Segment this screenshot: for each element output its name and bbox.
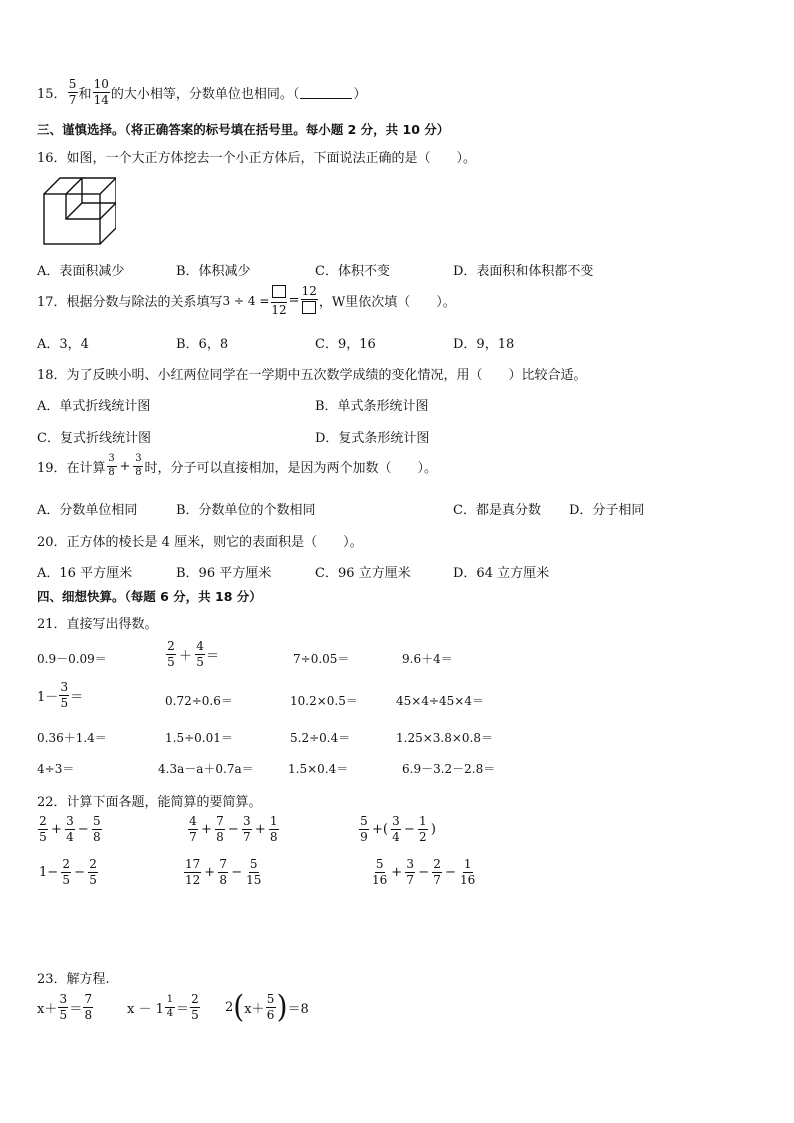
- operator: +(: [372, 821, 388, 837]
- right-paren: ): [276, 988, 288, 1025]
- fraction: $\frac{4}{5}$: [196, 639, 204, 669]
- calc-item: 0.9－0.09＝: [37, 652, 107, 666]
- cube-figure: [40, 174, 116, 250]
- question-16: 16．如图，一个大正方体挖去一个小正方体后，下面说法正确的是（ ）。: [37, 151, 477, 166]
- operator: −: [77, 821, 89, 837]
- question-22: 22．计算下面各题，能简算的要简算。: [37, 795, 262, 810]
- q17-option-c[interactable]: C．9，16: [315, 337, 376, 352]
- fraction: $\frac{5}{9}$: [360, 814, 368, 844]
- operator: −: [74, 864, 86, 880]
- fraction: $\frac{10}{14}$: [93, 77, 109, 107]
- box-blank-icon: [272, 285, 286, 298]
- fraction: $\frac{4}{7}$: [189, 814, 197, 844]
- fraction: $\frac{3}{8}$: [108, 453, 115, 478]
- fraction: $\frac{5}{6}$: [266, 992, 275, 1022]
- eq-text: 2: [225, 999, 234, 1015]
- operator: +: [391, 864, 403, 880]
- answer-blank[interactable]: [300, 86, 352, 99]
- q19-text: 19．在计算: [37, 460, 106, 476]
- q17-expression: 3 ÷ 4 =: [222, 293, 270, 308]
- calc-item: 10.2×0.5＝: [290, 694, 358, 708]
- fraction: $\frac{5}{15}$: [246, 857, 262, 887]
- fraction: $\frac{3}{5}$: [60, 680, 69, 710]
- q17-text: 17．根据分数与除法的关系填写: [37, 295, 223, 311]
- q17-option-b[interactable]: B．6，8: [176, 337, 229, 352]
- q15-close: ）: [353, 86, 367, 102]
- calc-item: [165, 640, 219, 668]
- fraction: $\frac{1}{8}$: [269, 814, 278, 844]
- calc-item: 0.36＋1.4＝: [37, 731, 107, 745]
- box-blank-icon: [302, 301, 316, 314]
- question-15: [37, 78, 366, 106]
- fraction: $\frac{3}{4}$: [66, 814, 74, 844]
- q16-option-b[interactable]: B．体积减少: [176, 264, 251, 279]
- q19-option-c[interactable]: C．都是真分数: [453, 503, 541, 518]
- expression-4: [37, 858, 99, 886]
- operator: +: [201, 821, 212, 837]
- operator: +: [204, 864, 216, 880]
- question-21: 21．直接写出得数。: [37, 617, 158, 632]
- q16-option-c[interactable]: C．体积不变: [315, 264, 390, 279]
- operator: −: [231, 864, 243, 880]
- equals-sign: ＝: [206, 648, 220, 664]
- fraction: $\frac{2}{5}$: [62, 857, 70, 887]
- fraction: $\frac{7}{8}$: [216, 814, 224, 844]
- fraction: $\frac{3}{4}$: [392, 814, 400, 844]
- operator: −: [227, 821, 239, 837]
- q16-option-a[interactable]: A．表面积减少: [37, 264, 125, 279]
- fraction: $\frac{5}{8}$: [92, 814, 101, 844]
- fraction: $\frac{1}{16}$: [460, 857, 476, 887]
- equation-3: [225, 988, 309, 1025]
- eq-text: x － 1: [127, 1001, 164, 1017]
- calc-item: 4.3a－a＋0.7a＝: [158, 762, 254, 776]
- question-18: 18．为了反映小明、小红两位同学在一学期中五次数学成绩的变化情况，用（ ）比较合适。: [37, 368, 587, 383]
- q20-option-a[interactable]: A．16 平方厘米: [37, 566, 133, 581]
- q15-text: 和: [78, 86, 92, 102]
- fraction: $\frac{2}{5}$: [191, 992, 199, 1022]
- fraction: $\frac{3}{7}$: [242, 814, 251, 844]
- fraction: $\frac{5}{16}$: [372, 857, 388, 887]
- q16-option-d[interactable]: D．表面积和体积都不变: [453, 264, 594, 279]
- operator: +: [254, 821, 266, 837]
- q19-option-b[interactable]: B．分数单位的个数相同: [176, 503, 316, 518]
- equals-sign: ＝: [70, 689, 84, 705]
- calc-item: 0.72÷0.6＝: [165, 694, 233, 708]
- question-23: 23．解方程.: [37, 972, 110, 987]
- calc-item: 45×4÷45×4＝: [396, 694, 484, 708]
- operator: −: [403, 821, 415, 837]
- q20-option-c[interactable]: C．96 立方厘米: [315, 566, 411, 581]
- question-17: [37, 285, 456, 316]
- q18-option-a[interactable]: A．单式折线统计图: [37, 399, 151, 414]
- q19-option-a[interactable]: A．分数单位相同: [37, 503, 138, 518]
- calc-item: 9.6＋4＝: [402, 652, 453, 666]
- question-20: 20．正方体的棱长是 4 厘米，则它的表面积是（ ）。: [37, 535, 363, 550]
- expression-5: [183, 858, 263, 886]
- equals-sign: =: [288, 293, 300, 309]
- operator: −: [418, 864, 430, 880]
- expression-1: [37, 815, 103, 843]
- q18-option-c[interactable]: C．复式折线统计图: [37, 431, 151, 446]
- fraction: $\frac{7}{8}$: [84, 992, 93, 1022]
- left-paren: (: [233, 988, 245, 1025]
- question-19: [37, 454, 437, 478]
- equation-2: [127, 993, 201, 1021]
- fraction: $\frac{2}{7}$: [433, 857, 441, 887]
- equals-sign: ＝: [69, 1001, 83, 1017]
- fraction: 12: [301, 285, 318, 316]
- fraction: $\frac{7}{8}$: [219, 857, 227, 887]
- calc-item: 5.2÷0.4＝: [290, 731, 351, 745]
- q17-text: ，W里依次填（ ）。: [318, 295, 456, 311]
- expression-2: [187, 815, 280, 843]
- fraction: $\frac{3}{8}$: [135, 453, 142, 478]
- calc-text: 1－: [37, 689, 59, 705]
- q18-option-d[interactable]: D．复式条形统计图: [315, 431, 430, 446]
- section-3-heading: 三、谨慎选择。（将正确答案的标号填在括号里。每小题 2 分，共 10 分）: [37, 122, 450, 137]
- fraction: 12: [270, 285, 287, 316]
- fraction: $\frac{3}{5}$: [59, 992, 68, 1022]
- q17-option-a[interactable]: A．3，4: [37, 337, 89, 352]
- calc-item: 7÷0.05＝: [293, 652, 350, 666]
- plus-sign: ＋: [179, 648, 193, 664]
- calc-item: 1.25×3.8×0.8＝: [396, 731, 493, 745]
- eq-text: x＋: [244, 1001, 265, 1017]
- operator: 1−: [39, 864, 59, 880]
- calc-item: 1.5×0.4＝: [288, 762, 349, 776]
- expression-3: [358, 815, 438, 843]
- q19-text: 时，分子可以直接相加，是因为两个加数（ ）。: [144, 460, 437, 476]
- q15-text: 的大小相等，分数单位也相同。（: [110, 86, 300, 102]
- calc-item: 4÷3＝: [37, 762, 75, 776]
- plus-sign: +: [119, 458, 131, 474]
- q15-number: 15．: [37, 86, 67, 102]
- operator: ): [430, 821, 436, 837]
- calc-item: 1.5÷0.01＝: [165, 731, 233, 745]
- eq-text: x＋: [37, 1001, 58, 1017]
- section-4-heading: 四、细想快算。（每题 6 分，共 18 分）: [37, 589, 262, 604]
- fraction: $\frac{3}{7}$: [406, 857, 414, 887]
- fraction: $\frac{1}{2}$: [419, 814, 427, 844]
- operator: +: [51, 821, 62, 837]
- equation-1: [37, 993, 94, 1021]
- fraction: $\frac{2}{5}$: [167, 639, 175, 669]
- fraction: $\frac{5}{7}$: [68, 77, 77, 107]
- fraction: $\frac{2}{5}$: [39, 814, 47, 844]
- q17-option-d[interactable]: D．9，18: [453, 337, 515, 352]
- fraction: $\frac{1}{4}$: [166, 994, 174, 1019]
- fraction: $\frac{2}{5}$: [89, 857, 97, 887]
- fraction: $\frac{17}{12}$: [185, 857, 201, 887]
- q20-option-d[interactable]: D．64 立方厘米: [453, 566, 550, 581]
- calc-item: 6.9－3.2－2.8＝: [402, 762, 496, 776]
- calc-item: [37, 681, 83, 709]
- q18-option-b[interactable]: B．单式条形统计图: [315, 399, 429, 414]
- q19-option-d[interactable]: D．分子相同: [569, 503, 645, 518]
- q20-option-b[interactable]: B．96 平方厘米: [176, 566, 272, 581]
- expression-6: [370, 858, 477, 886]
- equals-sign: ＝: [175, 1001, 189, 1017]
- operator: −: [445, 864, 456, 880]
- eq-text: ＝8: [287, 1001, 309, 1017]
